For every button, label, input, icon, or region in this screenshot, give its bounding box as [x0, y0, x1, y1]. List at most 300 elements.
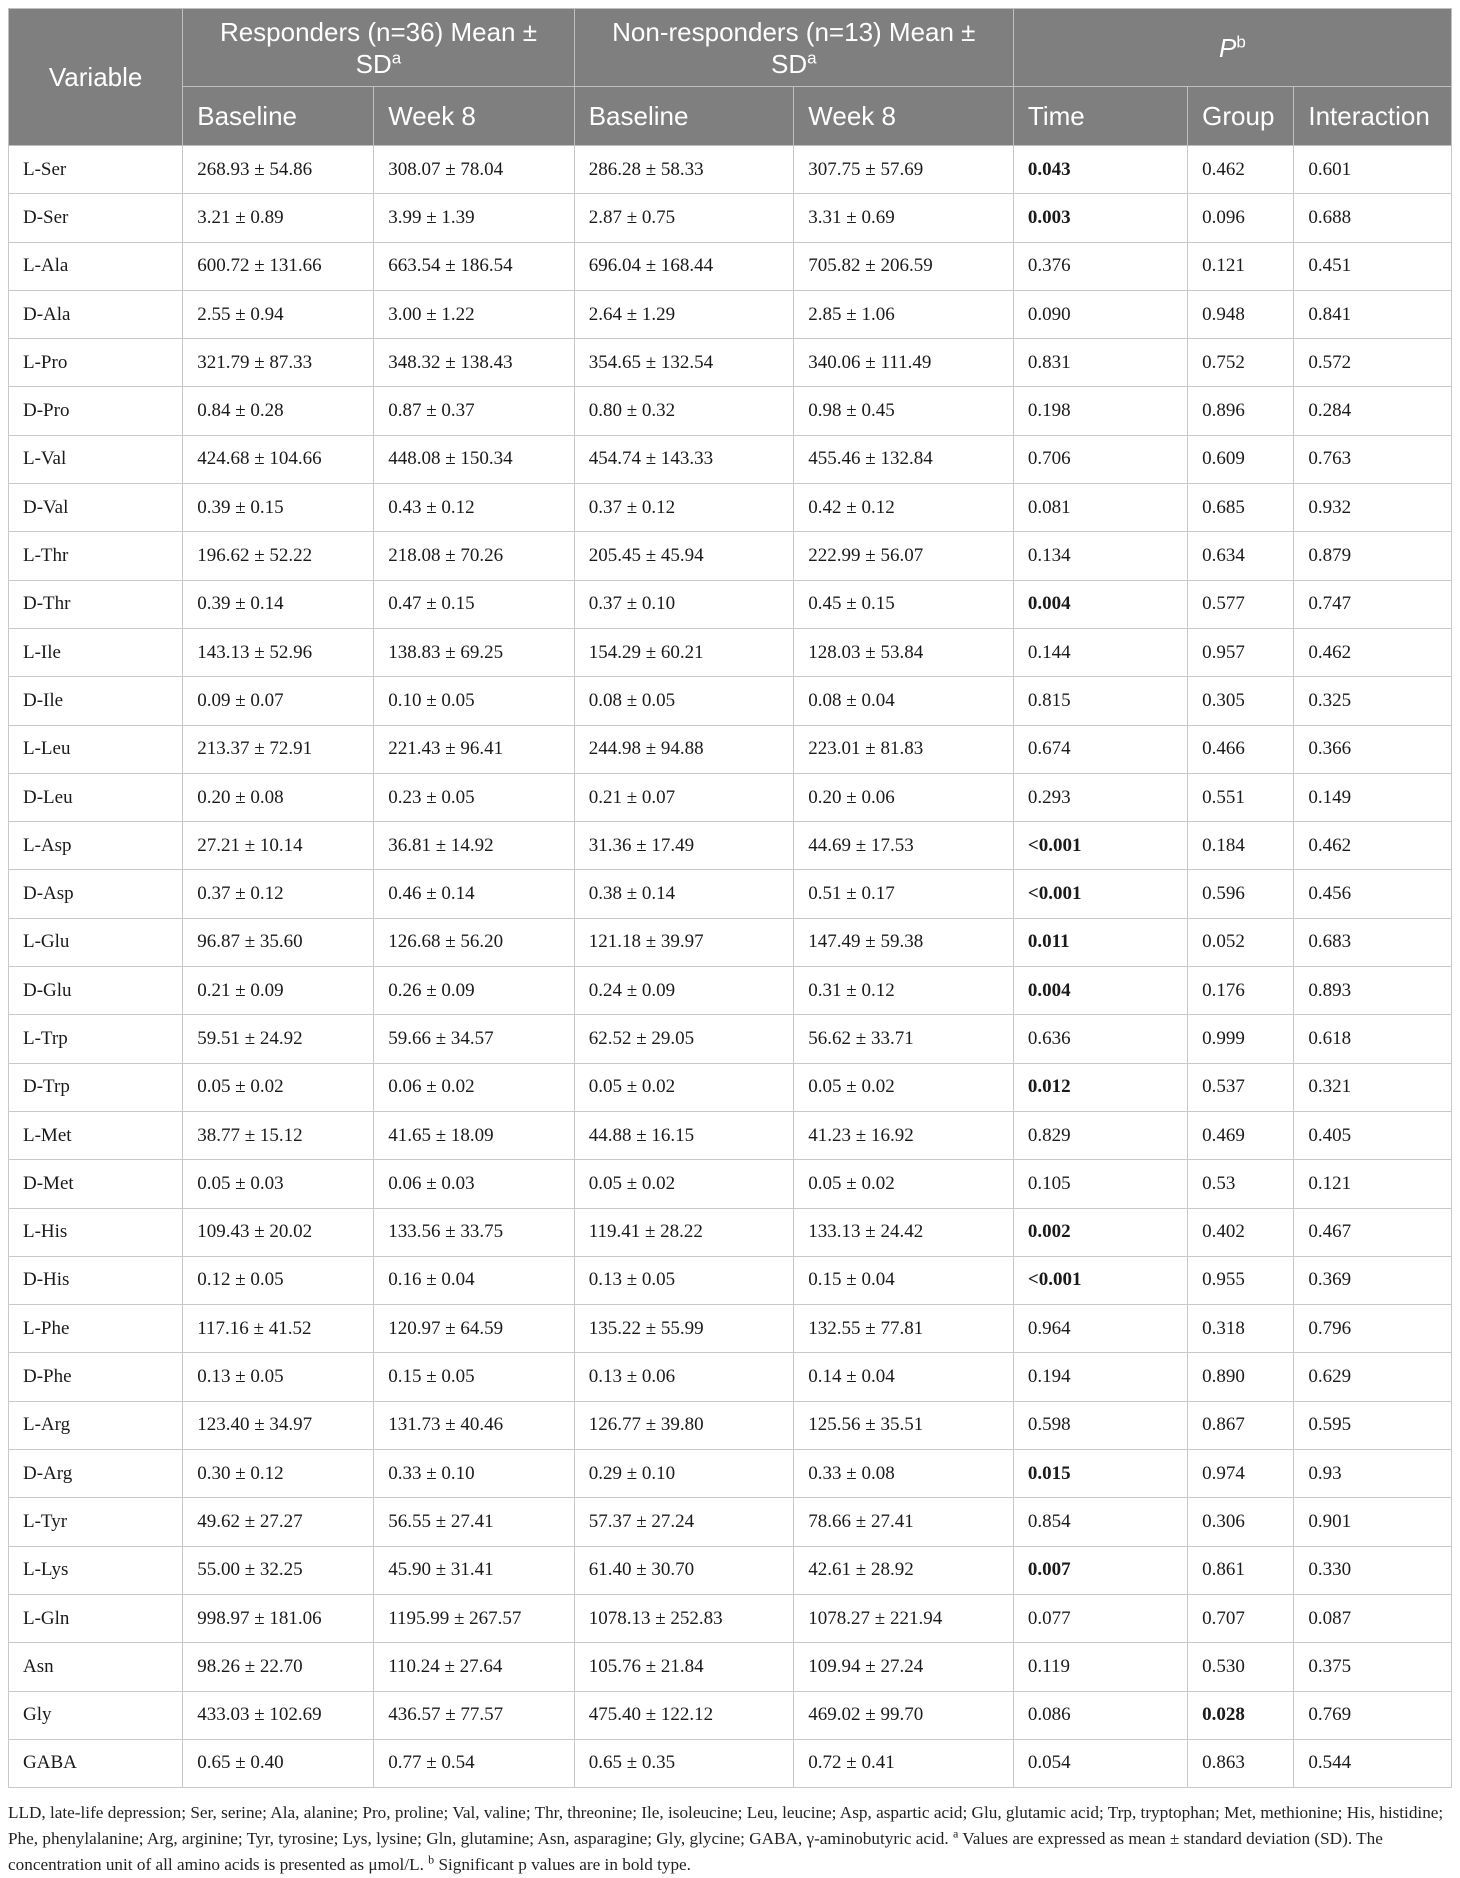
cell-nonresp-week8: 0.98 ± 0.45 [794, 387, 1014, 435]
cell-resp-week8: 308.07 ± 78.04 [374, 146, 575, 194]
cell-p-interaction: 0.93 [1294, 1450, 1452, 1498]
cell-p-interaction: 0.321 [1294, 1063, 1452, 1111]
cell-nonresp-baseline: 61.40 ± 30.70 [574, 1546, 794, 1594]
cell-p-group: 0.096 [1188, 194, 1294, 242]
cell-p-group: 0.596 [1188, 870, 1294, 918]
cell-resp-baseline: 0.20 ± 0.08 [183, 773, 374, 821]
cell-nonresp-baseline: 0.80 ± 0.32 [574, 387, 794, 435]
header-resp-baseline: Baseline [183, 87, 374, 146]
cell-p-interaction: 0.601 [1294, 146, 1452, 194]
cell-p-time: 0.854 [1013, 1498, 1187, 1546]
cell-p-interaction: 0.841 [1294, 290, 1452, 338]
cell-nonresp-baseline: 0.38 ± 0.14 [574, 870, 794, 918]
cell-nonresp-baseline: 475.40 ± 122.12 [574, 1691, 794, 1739]
cell-p-group: 0.863 [1188, 1739, 1294, 1787]
cell-variable: D-Val [9, 484, 183, 532]
cell-variable: L-Met [9, 1111, 183, 1159]
cell-nonresp-baseline: 0.13 ± 0.06 [574, 1353, 794, 1401]
cell-variable: L-Tyr [9, 1498, 183, 1546]
cell-nonresp-week8: 128.03 ± 53.84 [794, 628, 1014, 676]
cell-p-group: 0.53 [1188, 1160, 1294, 1208]
cell-p-time: 0.636 [1013, 1015, 1187, 1063]
cell-nonresp-baseline: 57.37 ± 27.24 [574, 1498, 794, 1546]
header-resp-week8: Week 8 [374, 87, 575, 146]
table-footnote [8, 1800, 1452, 1878]
cell-p-time: 0.011 [1013, 918, 1187, 966]
cell-resp-baseline: 600.72 ± 131.66 [183, 242, 374, 290]
cell-nonresp-week8: 0.72 ± 0.41 [794, 1739, 1014, 1787]
cell-resp-week8: 663.54 ± 186.54 [374, 242, 575, 290]
cell-nonresp-baseline: 696.04 ± 168.44 [574, 242, 794, 290]
cell-resp-baseline: 0.13 ± 0.05 [183, 1353, 374, 1401]
cell-variable: D-Leu [9, 773, 183, 821]
cell-resp-week8: 436.57 ± 77.57 [374, 1691, 575, 1739]
cell-nonresp-week8: 0.45 ± 0.15 [794, 580, 1014, 628]
table-row [9, 677, 1452, 725]
cell-resp-week8: 3.99 ± 1.39 [374, 194, 575, 242]
cell-resp-week8: 0.10 ± 0.05 [374, 677, 575, 725]
cell-resp-week8: 0.06 ± 0.03 [374, 1160, 575, 1208]
footnote-b-text: Significant p values are in bold type. [438, 1855, 691, 1875]
cell-resp-baseline: 96.87 ± 35.60 [183, 918, 374, 966]
header-p-letter: P [1219, 32, 1237, 63]
table-row [9, 242, 1452, 290]
cell-p-group: 0.306 [1188, 1498, 1294, 1546]
cell-p-time: 0.134 [1013, 532, 1187, 580]
cell-p-group: 0.402 [1188, 1208, 1294, 1256]
cell-variable: D-Asp [9, 870, 183, 918]
cell-p-group: 0.999 [1188, 1015, 1294, 1063]
cell-variable: L-Phe [9, 1305, 183, 1353]
cell-p-interaction: 0.769 [1294, 1691, 1452, 1739]
cell-p-group: 0.957 [1188, 628, 1294, 676]
cell-resp-week8: 126.68 ± 56.20 [374, 918, 575, 966]
cell-resp-baseline: 424.68 ± 104.66 [183, 435, 374, 483]
cell-p-interaction: 0.462 [1294, 628, 1452, 676]
cell-resp-week8: 138.83 ± 69.25 [374, 628, 575, 676]
table-row [9, 1208, 1452, 1256]
cell-variable: L-Ile [9, 628, 183, 676]
cell-p-group: 0.121 [1188, 242, 1294, 290]
table-row [9, 1160, 1452, 1208]
header-interaction: Interaction [1294, 87, 1452, 146]
cell-p-time: 0.119 [1013, 1643, 1187, 1691]
cell-resp-week8: 0.16 ± 0.04 [374, 1256, 575, 1304]
cell-variable: D-Arg [9, 1450, 183, 1498]
table-row [9, 387, 1452, 435]
cell-p-group: 0.305 [1188, 677, 1294, 725]
cell-variable: L-Leu [9, 725, 183, 773]
cell-resp-week8: 120.97 ± 64.59 [374, 1305, 575, 1353]
cell-p-group: 0.551 [1188, 773, 1294, 821]
cell-nonresp-baseline: 205.45 ± 45.94 [574, 532, 794, 580]
cell-p-interaction: 0.796 [1294, 1305, 1452, 1353]
cell-nonresp-week8: 56.62 ± 33.71 [794, 1015, 1014, 1063]
cell-nonresp-baseline: 44.88 ± 16.15 [574, 1111, 794, 1159]
cell-variable: D-Thr [9, 580, 183, 628]
header-nonresp-week8: Week 8 [794, 87, 1014, 146]
cell-p-group: 0.028 [1188, 1691, 1294, 1739]
cell-nonresp-week8: 340.06 ± 111.49 [794, 339, 1014, 387]
table-row [9, 1691, 1452, 1739]
header-nonresp-baseline: Baseline [574, 87, 794, 146]
cell-p-time: 0.598 [1013, 1401, 1187, 1449]
cell-variable: D-Ala [9, 290, 183, 338]
cell-resp-baseline: 268.93 ± 54.86 [183, 146, 374, 194]
cell-variable: L-Gln [9, 1594, 183, 1642]
cell-p-time: 0.829 [1013, 1111, 1187, 1159]
cell-resp-baseline: 0.65 ± 0.40 [183, 1739, 374, 1787]
cell-variable: L-Trp [9, 1015, 183, 1063]
table-row [9, 339, 1452, 387]
cell-resp-baseline: 0.39 ± 0.14 [183, 580, 374, 628]
cell-p-time: 0.015 [1013, 1450, 1187, 1498]
cell-p-time: 0.054 [1013, 1739, 1187, 1787]
cell-variable: L-Arg [9, 1401, 183, 1449]
cell-resp-week8: 0.23 ± 0.05 [374, 773, 575, 821]
cell-p-group: 0.469 [1188, 1111, 1294, 1159]
cell-p-group: 0.955 [1188, 1256, 1294, 1304]
cell-resp-week8: 348.32 ± 138.43 [374, 339, 575, 387]
cell-nonresp-baseline: 31.36 ± 17.49 [574, 822, 794, 870]
footnote-a-marker: a [952, 1826, 959, 1841]
cell-variable: L-His [9, 1208, 183, 1256]
cell-variable: D-Glu [9, 967, 183, 1015]
cell-resp-baseline: 0.39 ± 0.15 [183, 484, 374, 532]
table-body [9, 146, 1452, 1788]
cell-nonresp-week8: 0.31 ± 0.12 [794, 967, 1014, 1015]
cell-p-interaction: 0.330 [1294, 1546, 1452, 1594]
table-row [9, 1498, 1452, 1546]
cell-nonresp-baseline: 2.64 ± 1.29 [574, 290, 794, 338]
cell-resp-week8: 0.33 ± 0.10 [374, 1450, 575, 1498]
cell-nonresp-week8: 222.99 ± 56.07 [794, 532, 1014, 580]
cell-resp-week8: 0.87 ± 0.37 [374, 387, 575, 435]
cell-nonresp-baseline: 0.05 ± 0.02 [574, 1160, 794, 1208]
cell-nonresp-week8: 0.20 ± 0.06 [794, 773, 1014, 821]
cell-resp-baseline: 0.30 ± 0.12 [183, 1450, 374, 1498]
cell-resp-baseline: 433.03 ± 102.69 [183, 1691, 374, 1739]
cell-nonresp-week8: 0.05 ± 0.02 [794, 1063, 1014, 1111]
cell-p-interaction: 0.087 [1294, 1594, 1452, 1642]
table-row [9, 870, 1452, 918]
table-row [9, 822, 1452, 870]
cell-p-interaction: 0.572 [1294, 339, 1452, 387]
cell-nonresp-week8: 0.15 ± 0.04 [794, 1256, 1014, 1304]
cell-variable: D-Ser [9, 194, 183, 242]
cell-resp-baseline: 38.77 ± 15.12 [183, 1111, 374, 1159]
cell-nonresp-baseline: 121.18 ± 39.97 [574, 918, 794, 966]
cell-nonresp-baseline: 0.24 ± 0.09 [574, 967, 794, 1015]
cell-p-time: 0.004 [1013, 967, 1187, 1015]
cell-nonresp-week8: 41.23 ± 16.92 [794, 1111, 1014, 1159]
cell-p-interaction: 0.462 [1294, 822, 1452, 870]
table-row [9, 725, 1452, 773]
cell-p-group: 0.577 [1188, 580, 1294, 628]
cell-nonresp-baseline: 0.29 ± 0.10 [574, 1450, 794, 1498]
table-row [9, 628, 1452, 676]
cell-nonresp-baseline: 126.77 ± 39.80 [574, 1401, 794, 1449]
cell-nonresp-week8: 705.82 ± 206.59 [794, 242, 1014, 290]
cell-p-group: 0.530 [1188, 1643, 1294, 1691]
cell-nonresp-week8: 469.02 ± 99.70 [794, 1691, 1014, 1739]
cell-p-interaction: 0.747 [1294, 580, 1452, 628]
cell-variable: L-Thr [9, 532, 183, 580]
cell-nonresp-week8: 125.56 ± 35.51 [794, 1401, 1014, 1449]
header-responders [183, 9, 574, 87]
cell-p-time: 0.012 [1013, 1063, 1187, 1111]
cell-p-group: 0.609 [1188, 435, 1294, 483]
cell-p-group: 0.462 [1188, 146, 1294, 194]
cell-resp-baseline: 213.37 ± 72.91 [183, 725, 374, 773]
cell-nonresp-week8: 3.31 ± 0.69 [794, 194, 1014, 242]
cell-p-time: <0.001 [1013, 870, 1187, 918]
header-time: Time [1013, 87, 1187, 146]
cell-nonresp-baseline: 0.13 ± 0.05 [574, 1256, 794, 1304]
cell-p-group: 0.685 [1188, 484, 1294, 532]
cell-nonresp-week8: 0.42 ± 0.12 [794, 484, 1014, 532]
header-responders-sup: a [391, 47, 402, 67]
cell-p-interaction: 0.325 [1294, 677, 1452, 725]
cell-variable: L-Ser [9, 146, 183, 194]
cell-resp-baseline: 0.37 ± 0.12 [183, 870, 374, 918]
cell-resp-week8: 221.43 ± 96.41 [374, 725, 575, 773]
cell-resp-week8: 3.00 ± 1.22 [374, 290, 575, 338]
cell-p-time: 0.144 [1013, 628, 1187, 676]
table-row [9, 290, 1452, 338]
cell-p-time: <0.001 [1013, 1256, 1187, 1304]
cell-p-interaction: 0.595 [1294, 1401, 1452, 1449]
table-row [9, 1546, 1452, 1594]
cell-p-group: 0.861 [1188, 1546, 1294, 1594]
header-variable: Variable [9, 9, 183, 146]
table-row [9, 532, 1452, 580]
cell-nonresp-week8: 2.85 ± 1.06 [794, 290, 1014, 338]
cell-resp-week8: 0.46 ± 0.14 [374, 870, 575, 918]
cell-p-time: 0.077 [1013, 1594, 1187, 1642]
cell-nonresp-baseline: 135.22 ± 55.99 [574, 1305, 794, 1353]
cell-nonresp-week8: 0.05 ± 0.02 [794, 1160, 1014, 1208]
cell-nonresp-baseline: 0.37 ± 0.12 [574, 484, 794, 532]
cell-resp-baseline: 109.43 ± 20.02 [183, 1208, 374, 1256]
header-p [1013, 9, 1451, 87]
cell-p-group: 0.318 [1188, 1305, 1294, 1353]
cell-p-group: 0.890 [1188, 1353, 1294, 1401]
cell-p-interaction: 0.375 [1294, 1643, 1452, 1691]
cell-p-interaction: 0.901 [1294, 1498, 1452, 1546]
cell-p-time: <0.001 [1013, 822, 1187, 870]
table-row [9, 1643, 1452, 1691]
cell-p-time: 0.194 [1013, 1353, 1187, 1401]
cell-p-group: 0.537 [1188, 1063, 1294, 1111]
header-nonresponders [574, 9, 1013, 87]
cell-resp-baseline: 98.26 ± 22.70 [183, 1643, 374, 1691]
cell-variable: Asn [9, 1643, 183, 1691]
cell-nonresp-week8: 78.66 ± 27.41 [794, 1498, 1014, 1546]
cell-p-interaction: 0.467 [1294, 1208, 1452, 1256]
cell-nonresp-baseline: 0.65 ± 0.35 [574, 1739, 794, 1787]
footnote-a-text: Values are expressed as mean ± standard deviation (SD). The concentration unit of all amino acids is presented as μmol/L. [8, 1829, 1383, 1875]
cell-p-interaction: 0.366 [1294, 725, 1452, 773]
cell-p-interaction: 0.629 [1294, 1353, 1452, 1401]
table-container [8, 8, 1452, 1878]
cell-p-interaction: 0.121 [1294, 1160, 1452, 1208]
cell-resp-week8: 56.55 ± 27.41 [374, 1498, 575, 1546]
cell-p-interaction: 0.149 [1294, 773, 1452, 821]
cell-nonresp-week8: 223.01 ± 81.83 [794, 725, 1014, 773]
cell-p-time: 0.706 [1013, 435, 1187, 483]
cell-nonresp-baseline: 119.41 ± 28.22 [574, 1208, 794, 1256]
cell-variable: D-Trp [9, 1063, 183, 1111]
cell-nonresp-week8: 147.49 ± 59.38 [794, 918, 1014, 966]
cell-p-interaction: 0.688 [1294, 194, 1452, 242]
cell-p-group: 0.634 [1188, 532, 1294, 580]
table-row [9, 435, 1452, 483]
cell-p-time: 0.007 [1013, 1546, 1187, 1594]
cell-p-interaction: 0.618 [1294, 1015, 1452, 1063]
cell-variable: D-Met [9, 1160, 183, 1208]
cell-nonresp-baseline: 105.76 ± 21.84 [574, 1643, 794, 1691]
cell-resp-week8: 0.15 ± 0.05 [374, 1353, 575, 1401]
cell-nonresp-baseline: 286.28 ± 58.33 [574, 146, 794, 194]
cell-nonresp-week8: 0.51 ± 0.17 [794, 870, 1014, 918]
cell-p-interaction: 0.405 [1294, 1111, 1452, 1159]
table-row [9, 1015, 1452, 1063]
cell-p-time: 0.293 [1013, 773, 1187, 821]
cell-resp-week8: 448.08 ± 150.34 [374, 435, 575, 483]
cell-p-time: 0.090 [1013, 290, 1187, 338]
table-row [9, 484, 1452, 532]
cell-resp-baseline: 998.97 ± 181.06 [183, 1594, 374, 1642]
cell-nonresp-baseline: 0.21 ± 0.07 [574, 773, 794, 821]
cell-p-time: 0.376 [1013, 242, 1187, 290]
cell-nonresp-week8: 307.75 ± 57.69 [794, 146, 1014, 194]
cell-nonresp-week8: 0.14 ± 0.04 [794, 1353, 1014, 1401]
cell-resp-baseline: 0.84 ± 0.28 [183, 387, 374, 435]
cell-nonresp-week8: 42.61 ± 28.92 [794, 1546, 1014, 1594]
header-responders-text: Responders (n=36) Mean ± SD [219, 16, 537, 79]
cell-nonresp-week8: 109.94 ± 27.24 [794, 1643, 1014, 1691]
cell-variable: D-His [9, 1256, 183, 1304]
cell-variable: L-Glu [9, 918, 183, 966]
cell-resp-week8: 0.06 ± 0.02 [374, 1063, 575, 1111]
cell-resp-baseline: 117.16 ± 41.52 [183, 1305, 374, 1353]
cell-p-interaction: 0.544 [1294, 1739, 1452, 1787]
cell-resp-baseline: 0.05 ± 0.03 [183, 1160, 374, 1208]
table-row [9, 1739, 1452, 1787]
cell-p-interaction: 0.369 [1294, 1256, 1452, 1304]
cell-resp-baseline: 59.51 ± 24.92 [183, 1015, 374, 1063]
table-row [9, 194, 1452, 242]
table-row [9, 918, 1452, 966]
cell-resp-baseline: 123.40 ± 34.97 [183, 1401, 374, 1449]
cell-nonresp-baseline: 154.29 ± 60.21 [574, 628, 794, 676]
cell-resp-baseline: 0.05 ± 0.02 [183, 1063, 374, 1111]
cell-p-time: 0.081 [1013, 484, 1187, 532]
cell-resp-baseline: 0.09 ± 0.07 [183, 677, 374, 725]
cell-p-time: 0.198 [1013, 387, 1187, 435]
cell-p-group: 0.896 [1188, 387, 1294, 435]
cell-resp-baseline: 143.13 ± 52.96 [183, 628, 374, 676]
cell-variable: L-Ala [9, 242, 183, 290]
cell-nonresp-baseline: 454.74 ± 143.33 [574, 435, 794, 483]
header-nonresponders-sup: a [807, 47, 817, 67]
cell-resp-week8: 1195.99 ± 267.57 [374, 1594, 575, 1642]
cell-p-time: 0.105 [1013, 1160, 1187, 1208]
cell-p-time: 0.831 [1013, 339, 1187, 387]
table-row [9, 967, 1452, 1015]
table-row [9, 1401, 1452, 1449]
cell-p-group: 0.052 [1188, 918, 1294, 966]
cell-p-group: 0.752 [1188, 339, 1294, 387]
cell-p-time: 0.674 [1013, 725, 1187, 773]
cell-resp-baseline: 3.21 ± 0.89 [183, 194, 374, 242]
cell-variable: D-Ile [9, 677, 183, 725]
cell-variable: L-Asp [9, 822, 183, 870]
amino-acid-table [8, 8, 1452, 1788]
cell-nonresp-week8: 132.55 ± 77.81 [794, 1305, 1014, 1353]
cell-p-interaction: 0.456 [1294, 870, 1452, 918]
cell-p-group: 0.184 [1188, 822, 1294, 870]
cell-p-interaction: 0.763 [1294, 435, 1452, 483]
table-row [9, 580, 1452, 628]
cell-p-group: 0.974 [1188, 1450, 1294, 1498]
cell-resp-baseline: 196.62 ± 52.22 [183, 532, 374, 580]
cell-resp-week8: 36.81 ± 14.92 [374, 822, 575, 870]
table-row [9, 773, 1452, 821]
cell-nonresp-week8: 1078.27 ± 221.94 [794, 1594, 1014, 1642]
cell-resp-baseline: 321.79 ± 87.33 [183, 339, 374, 387]
cell-variable: D-Pro [9, 387, 183, 435]
cell-variable: GABA [9, 1739, 183, 1787]
cell-p-time: 0.004 [1013, 580, 1187, 628]
table-row [9, 1063, 1452, 1111]
cell-p-time: 0.043 [1013, 146, 1187, 194]
cell-nonresp-week8: 133.13 ± 24.42 [794, 1208, 1014, 1256]
cell-nonresp-baseline: 0.37 ± 0.10 [574, 580, 794, 628]
cell-nonresp-week8: 0.33 ± 0.08 [794, 1450, 1014, 1498]
cell-nonresp-baseline: 0.05 ± 0.02 [574, 1063, 794, 1111]
cell-nonresp-baseline: 62.52 ± 29.05 [574, 1015, 794, 1063]
table-row [9, 1305, 1452, 1353]
cell-resp-baseline: 49.62 ± 27.27 [183, 1498, 374, 1546]
table-row [9, 1594, 1452, 1642]
cell-resp-week8: 133.56 ± 33.75 [374, 1208, 575, 1256]
footnote-b-marker: b [428, 1852, 435, 1867]
cell-nonresp-baseline: 354.65 ± 132.54 [574, 339, 794, 387]
cell-p-interaction: 0.284 [1294, 387, 1452, 435]
cell-p-time: 0.003 [1013, 194, 1187, 242]
cell-nonresp-baseline: 2.87 ± 0.75 [574, 194, 794, 242]
footnote-abbrev: LLD, late-life depression; Ser, serine; Ala, alanine; Pro, proline; Val, valine; Thr, threonine; Ile, isoleucine; Leu, leucine; Asp, aspartic acid; Glu, glutamic acid; Trp, tryptophan; Met, methionine; His, histidine; Phe, phenylalanine; Arg, arginine; Tyr, tyrosine; Lys, lysine; Gln, glutamine; Asn, asparagine; Gly, glycine; GABA, γ-aminobutyric acid. [8, 1803, 1444, 1849]
cell-resp-week8: 0.77 ± 0.54 [374, 1739, 575, 1787]
cell-resp-week8: 110.24 ± 27.64 [374, 1643, 575, 1691]
cell-resp-week8: 59.66 ± 34.57 [374, 1015, 575, 1063]
cell-resp-baseline: 27.21 ± 10.14 [183, 822, 374, 870]
table-row [9, 1353, 1452, 1401]
table-row [9, 1450, 1452, 1498]
cell-nonresp-baseline: 0.08 ± 0.05 [574, 677, 794, 725]
cell-p-group: 0.948 [1188, 290, 1294, 338]
cell-p-interaction: 0.683 [1294, 918, 1452, 966]
cell-resp-week8: 45.90 ± 31.41 [374, 1546, 575, 1594]
cell-p-group: 0.867 [1188, 1401, 1294, 1449]
cell-p-time: 0.815 [1013, 677, 1187, 725]
table-row [9, 146, 1452, 194]
cell-nonresp-week8: 0.08 ± 0.04 [794, 677, 1014, 725]
cell-p-interaction: 0.893 [1294, 967, 1452, 1015]
cell-variable: D-Phe [9, 1353, 183, 1401]
